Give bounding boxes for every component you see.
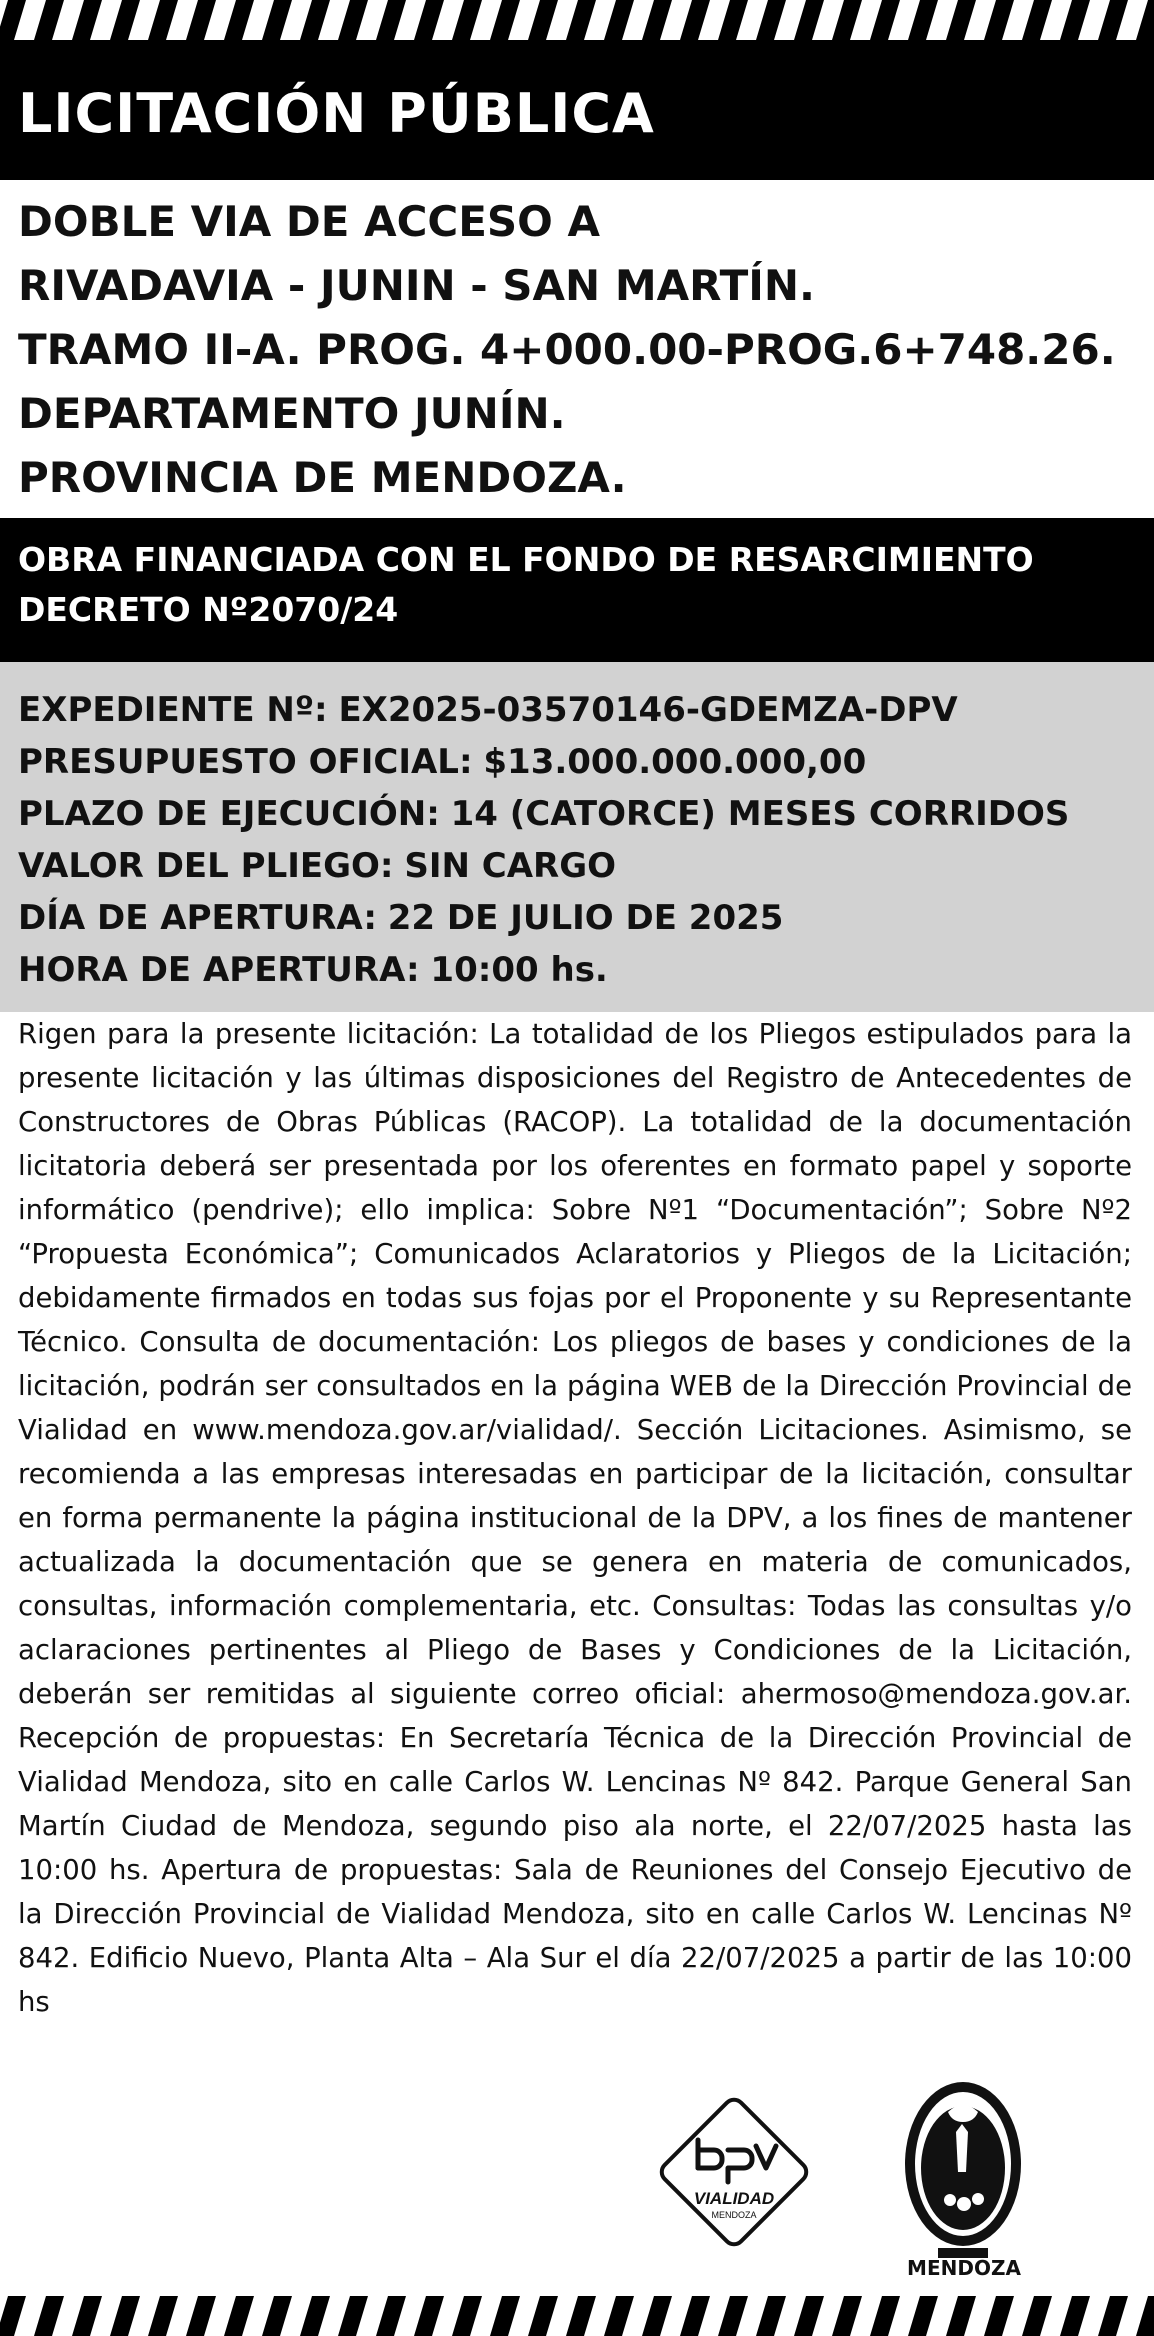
tender-details <box>0 662 1154 1012</box>
title-band <box>0 40 1154 180</box>
subject-line: DEPARTAMENTO JUNÍN. <box>18 389 566 438</box>
bottom-hazard-stripe <box>0 2296 1154 2336</box>
funding-line-1: OBRA FINANCIADA CON EL FONDO DE RESARCIMIENTO <box>18 540 1034 579</box>
detail-plazo: PLAZO DE EJECUCIÓN: 14 (CATORCE) MESES CORRIDOS <box>18 794 1070 834</box>
funding-band <box>0 518 1154 662</box>
subject-line: TRAMO II-A. PROG. 4+000.00-PROG.6+748.26. <box>18 325 1116 374</box>
dpv-logo-sub: MENDOZA <box>711 2210 757 2220</box>
dpv-logo-name: VIALIDAD <box>693 2189 775 2208</box>
subject-line: RIVADAVIA - JUNIN - SAN MARTÍN. <box>18 261 815 310</box>
subject-line: DOBLE VIA DE ACCESO A <box>18 197 601 246</box>
body-paragraph <box>18 1012 1132 2024</box>
detail-presupuesto: PRESUPUESTO OFICIAL: $13.000.000.000,00 <box>18 742 867 782</box>
mendoza-label: MENDOZA <box>907 2256 1021 2280</box>
detail-dia: DÍA DE APERTURA: 22 DE JULIO DE 2025 <box>18 898 784 938</box>
body-text: Rigen para la presente licitación: La totalidad de los Pliegos estipulados para la presente licitación y las últimas disposiciones del Registro de Antecedentes de Constructores de Obras Públicas (RACOP). La totalidad de la documentación licitatoria deberá ser presentada por los oferentes en formato papel y soporte informático (pendrive); ello implica: Sobre Nº1 “Documentación”; Sobre Nº2 “Propuesta Económica”; Comunicados Aclaratorios y Pliegos de la Licitación; debidamente firmados en todas sus fojas por el Proponente y su Representante Técnico. Consulta de documentación: Los pliegos de bases y condiciones de la licitación, podrán ser consultados en la página WEB de la Dirección Provincial de Vialidad en www.mendoza.gov.ar/vialidad/. Sección Licitaciones. Asimismo, se recomienda a las empresas interesadas en participar de la licitación, consultar en forma permanente la página institucional de la DPV, a los fines de mantener actualizada la documentación que se genera en materia de comunicados, consultas, información complementaria, etc. Consultas: Todas las consultas y/o aclaraciones pertinentes al Pliego de Bases y Condiciones de la Licitación, deberán ser remitidas al siguiente correo oficial: ahermoso@mendoza.gov.ar. Recepción de propuestas: En Secretaría Técnica de la Dirección Provincial de Vialidad Mendoza, sito en calle Carlos W. Lencinas Nº 842. Parque General San Martín Ciudad de Mendoza, segundo piso ala norte, el 22/07/2025 hasta las 10:00 hs. Apertura de propuestas: Sala de Reuniones del Consejo Ejecutivo de la Dirección Provincial de Vialidad Mendoza, sito en calle Carlos W. Lencinas Nº 842. Edificio Nuevo, Planta Alta – Ala Sur el día 22/07/2025 a partir de las 10:00 hs <box>18 1018 1132 2018</box>
page-title: LICITACIÓN PÚBLICA <box>18 82 655 145</box>
project-subject <box>18 190 1138 510</box>
top-hazard-stripe <box>0 0 1154 40</box>
detail-valor: VALOR DEL PLIEGO: SIN CARGO <box>18 846 617 886</box>
mendoza-coat-of-arms-icon <box>898 2072 1028 2272</box>
dpv-vialidad-logo <box>642 2080 826 2264</box>
funding-line-2: DECRETO Nº2070/24 <box>18 590 399 629</box>
subject-line: PROVINCIA DE MENDOZA. <box>18 453 627 502</box>
detail-expediente: EXPEDIENTE Nº: EX2025-03570146-GDEMZA-DPV <box>18 690 958 730</box>
detail-hora: HORA DE APERTURA: 10:00 hs. <box>18 950 608 990</box>
